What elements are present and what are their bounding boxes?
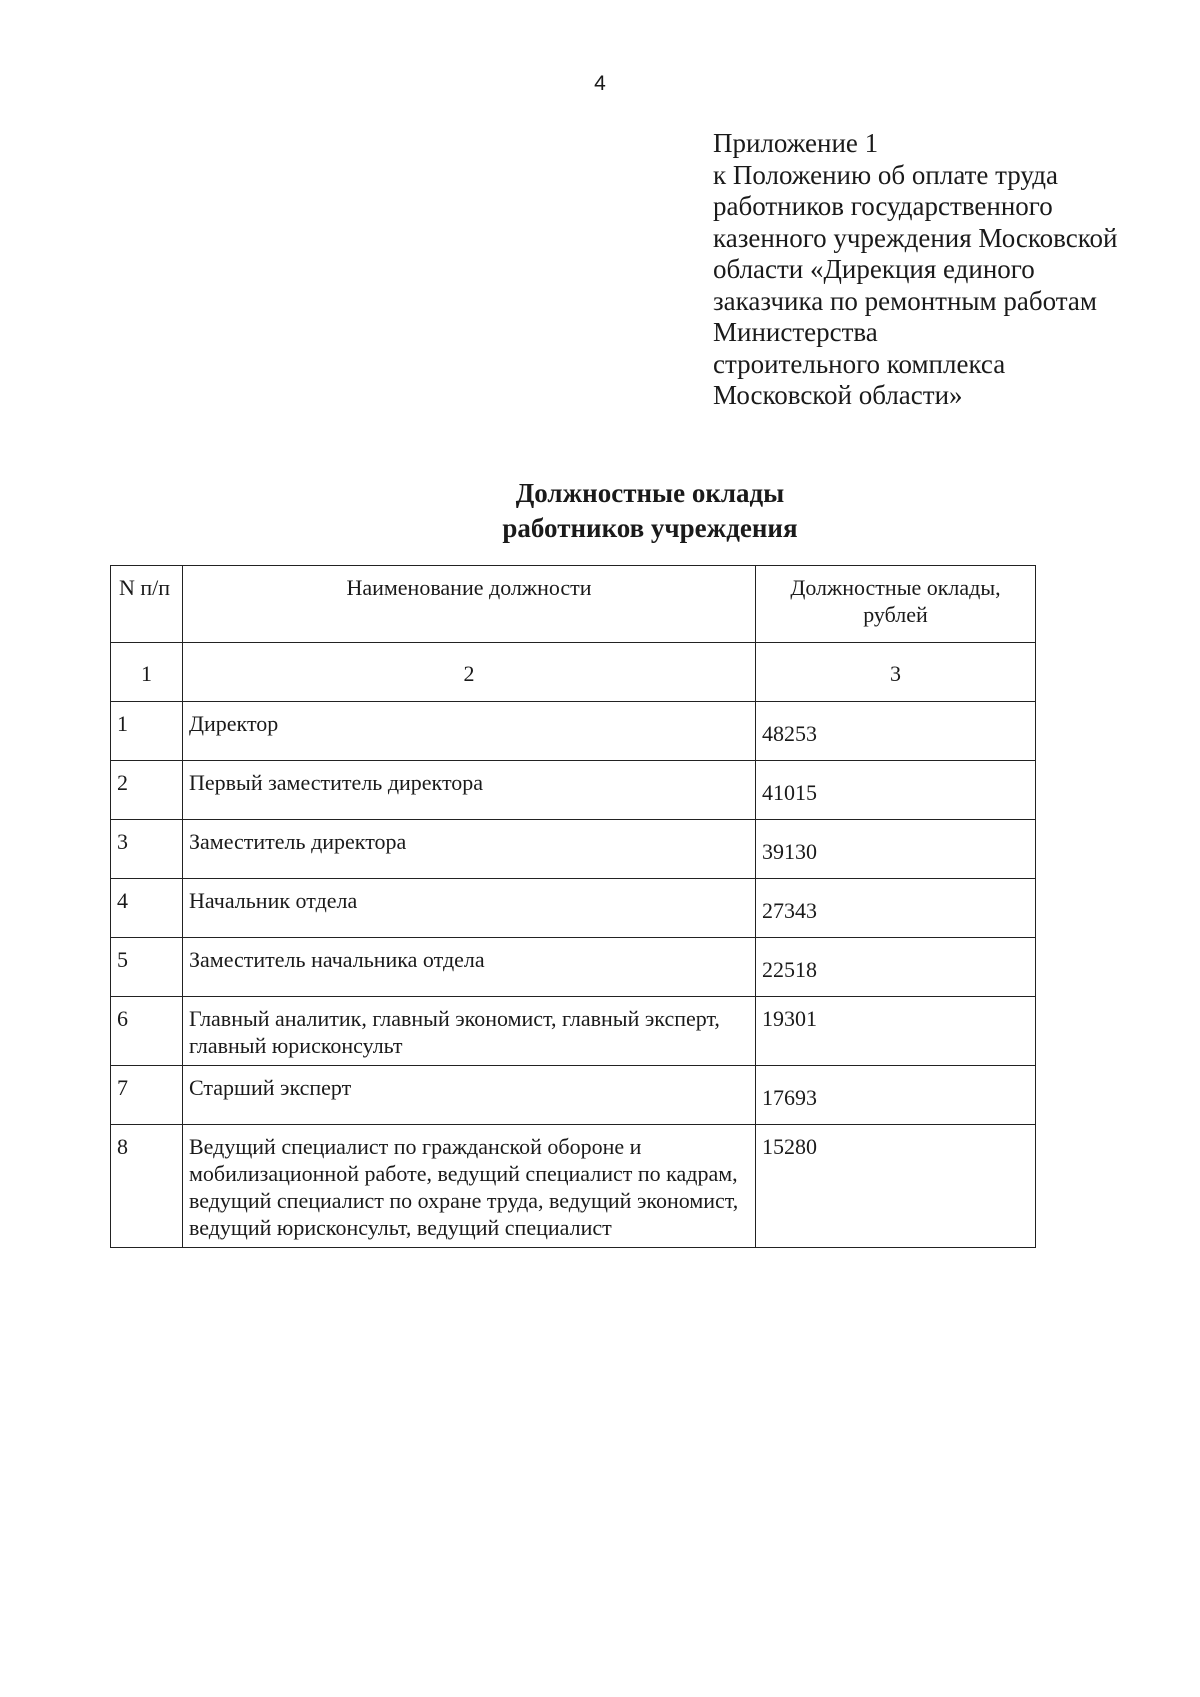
table-row xyxy=(111,997,1036,1066)
row-number: 6 xyxy=(111,997,183,1066)
index-cell: 2 xyxy=(183,643,756,702)
row-number: 4 xyxy=(111,879,183,938)
appendix-line: Приложение 1 xyxy=(713,128,879,158)
page-number: 4 xyxy=(594,72,606,95)
appendix-line: заказчика по ремонтным работам xyxy=(713,285,1097,316)
row-salary: 19301 xyxy=(756,997,1036,1066)
header-number: N п/п xyxy=(111,566,183,643)
row-salary: 48253 xyxy=(756,702,1036,761)
row-salary: 41015 xyxy=(756,761,1036,820)
row-position: Старший эксперт xyxy=(183,1066,756,1125)
table-row xyxy=(111,761,1036,820)
appendix-note xyxy=(713,128,1173,412)
row-number: 7 xyxy=(111,1066,183,1125)
table-row xyxy=(111,820,1036,879)
table-row xyxy=(111,702,1036,761)
table-row xyxy=(111,1066,1036,1125)
row-number: 5 xyxy=(111,938,183,997)
title-line-1: Должностные оклады xyxy=(515,478,785,508)
row-position: Директор xyxy=(183,702,756,761)
row-salary: 22518 xyxy=(756,938,1036,997)
table-header-row xyxy=(111,566,1036,643)
row-position: Ведущий специалист по гражданской обороне и мобилизационной работе, ведущий специалист по кадрам, ведущий специалист по охране труда, ведущий экономист, ведущий юрисконсульт, ведущий специалист xyxy=(183,1125,756,1248)
row-number: 3 xyxy=(111,820,183,879)
row-number: 8 xyxy=(111,1125,183,1248)
row-position: Заместитель директора xyxy=(183,820,756,879)
header-salary: Должностные оклады, рублей xyxy=(756,566,1036,643)
row-position: Первый заместитель директора xyxy=(183,761,756,820)
row-salary: 17693 xyxy=(756,1066,1036,1125)
header-position-name: Наименование должности xyxy=(183,566,756,643)
row-position: Заместитель начальника отдела xyxy=(183,938,756,997)
table-row xyxy=(111,1125,1036,1248)
index-cell: 3 xyxy=(756,643,1036,702)
appendix-line: к Положению об оплате труда xyxy=(713,159,1058,190)
appendix-line: казенного учреждения Московской xyxy=(713,222,1118,253)
index-cell: 1 xyxy=(111,643,183,702)
table-row xyxy=(111,879,1036,938)
row-number: 1 xyxy=(111,702,183,761)
row-position: Начальник отдела xyxy=(183,879,756,938)
appendix-line: строительного комплекса xyxy=(713,348,1006,379)
appendix-line: области «Дирекция единого xyxy=(713,254,1035,284)
row-salary: 39130 xyxy=(756,820,1036,879)
row-number: 2 xyxy=(111,761,183,820)
document-title xyxy=(400,476,900,546)
row-salary: 27343 xyxy=(756,879,1036,938)
appendix-line: Московской области» xyxy=(713,380,963,410)
appendix-line: Министерства xyxy=(713,317,878,347)
table-row xyxy=(111,938,1036,997)
appendix-line: работников государственного xyxy=(713,191,1053,221)
salary-table xyxy=(110,565,1036,1248)
title-line-2: работников учреждения xyxy=(502,513,798,543)
row-salary: 15280 xyxy=(756,1125,1036,1248)
table-index-row xyxy=(111,643,1036,702)
row-position: Главный аналитик, главный экономист, главный эксперт, главный юрисконсульт xyxy=(183,997,756,1066)
